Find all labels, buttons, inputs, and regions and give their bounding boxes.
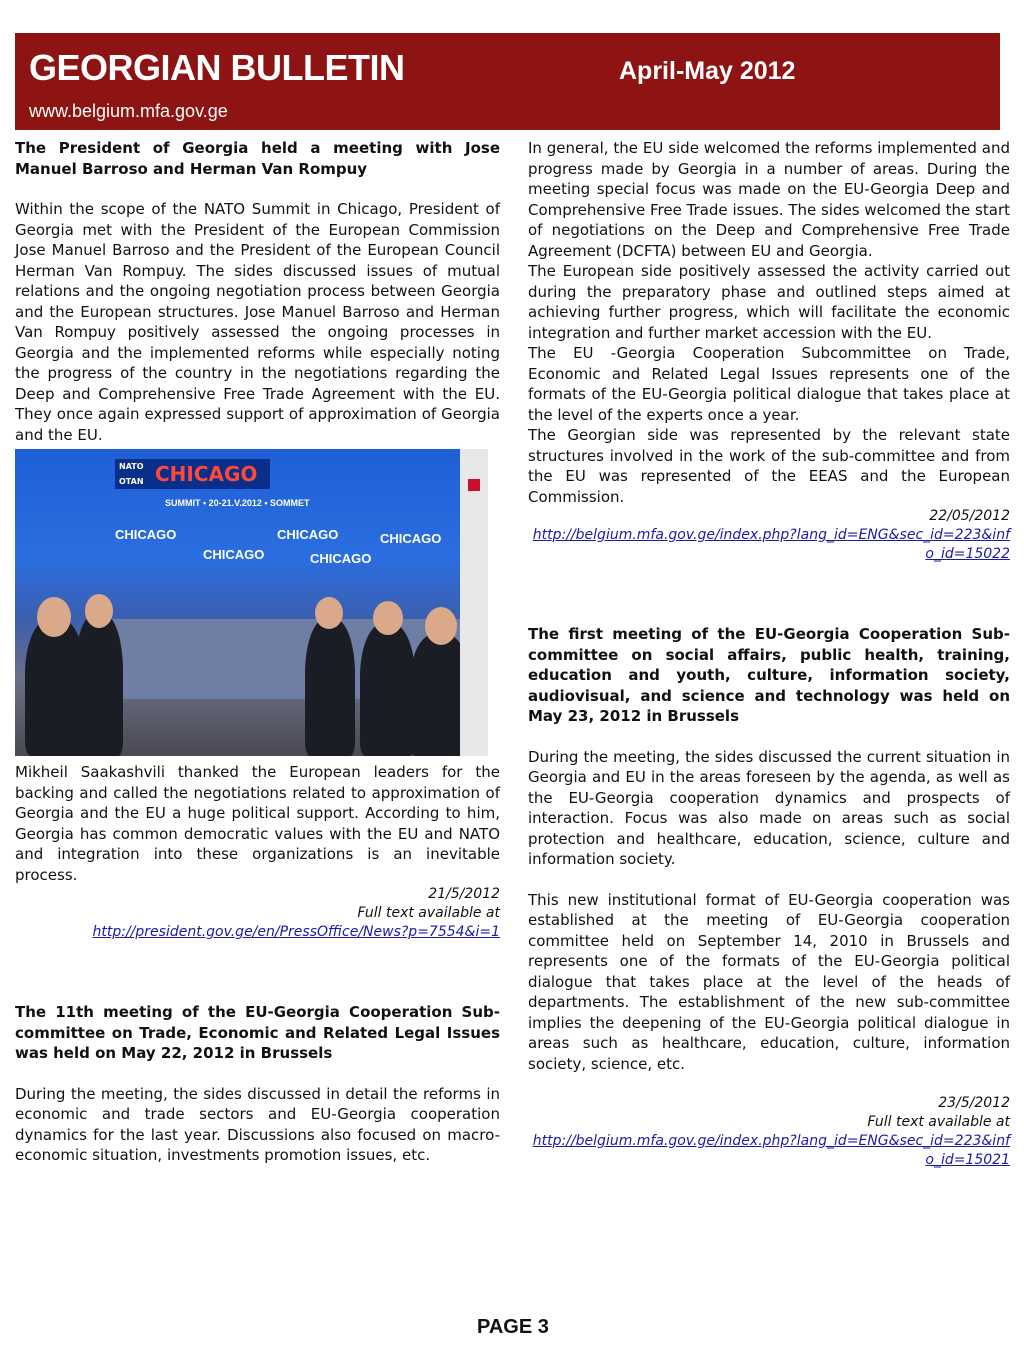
masthead xyxy=(15,33,1000,130)
article-body: The Georgian side was represented by the relevant state structures involved in the work of the sub-committee and from the EU was represented of the EEAS and the European Commission. xyxy=(528,426,1010,506)
article-body: This new institutional format of EU-Georgia cooperation was established at the meeting of EU-Georgia cooperation committee held on September 14, 2010 in Brussels and represents one of the formats of the EU-Georgia political dialogue that takes place at the level of the heads of departments. The establishment of the new sub-committee implies the deepening of the EU-Georgia political dialogue in areas such as healthcare, education, culture, information society, science, etc. xyxy=(528,890,1010,1073)
issue-date: April-May 2012 xyxy=(619,57,796,85)
article-date: 22/05/2012 xyxy=(929,508,1010,524)
source-link[interactable]: http://belgium.mfa.gov.ge/index.php?lang_id=ENG&sec_id=223&info_id=15021 xyxy=(532,1133,1010,1168)
article-heading: The 11th meeting of the EU-Georgia Cooperation Sub-committee on Trade, Economic and Related Legal Issues was held on May 22, 2012 in Brussels xyxy=(15,1003,500,1062)
fulltext-label: Full text available at xyxy=(357,905,500,921)
bulletin-title: GEORGIAN BULLETIN xyxy=(29,47,405,88)
article-body: The European side positively assessed the activity carried out during the preparatory phase and outlined steps aimed at achieving further progress, which will facilitate the economic integration and further market accession with the EU. xyxy=(528,262,1010,342)
left-column xyxy=(15,138,500,1166)
article-body: The EU -Georgia Cooperation Subcommittee on Trade, Economic and Related Legal Issues represents one of the formats of the EU-Georgia political dialogue that takes place at the level of the experts once a year. xyxy=(528,344,1010,424)
summit-meeting-photo: NATO OTAN CHICAGO SUMMIT • 20-21.V.2012 • SOMMET CHICAGO CHICAGO CHICAGO CHICAGO CHICAGO xyxy=(15,449,488,756)
nato-summit-logo: NATO OTAN CHICAGO xyxy=(115,459,270,489)
article-source xyxy=(528,507,1010,564)
georgian-flag xyxy=(460,449,488,756)
right-column xyxy=(528,138,1010,1170)
fulltext-label: Full text available at xyxy=(867,1114,1010,1130)
article-body: During the meeting, the sides discussed in detail the reforms in economic and trade sectors and EU-Georgia cooperation dynamics for the last year. Discussions also focused on macro-economic situation, investments promotion issues, etc. xyxy=(15,1084,500,1164)
article-source xyxy=(15,885,500,942)
article-source xyxy=(528,1094,1010,1170)
source-link[interactable]: http://belgium.mfa.gov.ge/index.php?lang_id=ENG&sec_id=223&info_id=15022 xyxy=(532,527,1010,562)
website-url: www.belgium.mfa.gov.ge xyxy=(29,101,228,121)
article-body: Within the scope of the NATO Summit in Chicago, President of Georgia met with the President of the European Commission Jose Manuel Barroso and the President of the European Council Herman Van Rompuy. The sides discussed issues of mutual relations and the ongoing negotiation process between Georgia and the European structures. Jose Manuel Barroso and Herman Van Rompuy positively assessed the ongoing processes in Georgia and the implemented reforms while especially noting the progress of the country in the negotiations regarding the Deep and Comprehensive Free Trade Agreement with the EU. They once again expressed support of approximation of Georgia and the EU. xyxy=(15,200,500,444)
source-link[interactable]: http://president.gov.ge/en/PressOffice/News?p=7554&i=1 xyxy=(92,924,500,940)
article-body-continued: Mikheil Saakashvili thanked the European leaders for the backing and called the negotiations related to approximation of Georgia and the EU a huge political support. According to him, Georgia has common democratic values with the EU and NATO and integration into these organizations is an inevitable process. xyxy=(15,763,500,884)
article-date: 23/5/2012 xyxy=(938,1095,1010,1111)
article-body: In general, the EU side welcomed the reforms implemented and progress made by Georgia in a number of areas. During the meeting special focus was made on the EU-Georgia Deep and Comprehensive Free Trade issues. The sides welcomed the start of negotiations on the Deep and Comprehensive Free Trade Agreement (DCFTA) between EU and Georgia. xyxy=(528,139,1010,260)
article-body: During the meeting, the sides discussed the current situation in Georgia and EU in the areas foreseen by the agenda, as well as the EU-Georgia cooperation dynamics and prospects of interaction. Focus was also made on areas such as social protection and healthcare, education, science, culture and information society. xyxy=(528,747,1010,868)
article-heading: The first meeting of the EU-Georgia Cooperation Sub-committee on social affairs, public health, training, education and youth, culture, information society, audiovisual, and science and technology was held on May 23, 2012 in Brussels xyxy=(528,625,1010,725)
article-date: 21/5/2012 xyxy=(428,886,500,902)
page-number: PAGE 3 xyxy=(477,1316,549,1338)
article-heading: The President of Georgia held a meeting with Jose Manuel Barroso and Herman Van Rompuy xyxy=(15,139,500,178)
